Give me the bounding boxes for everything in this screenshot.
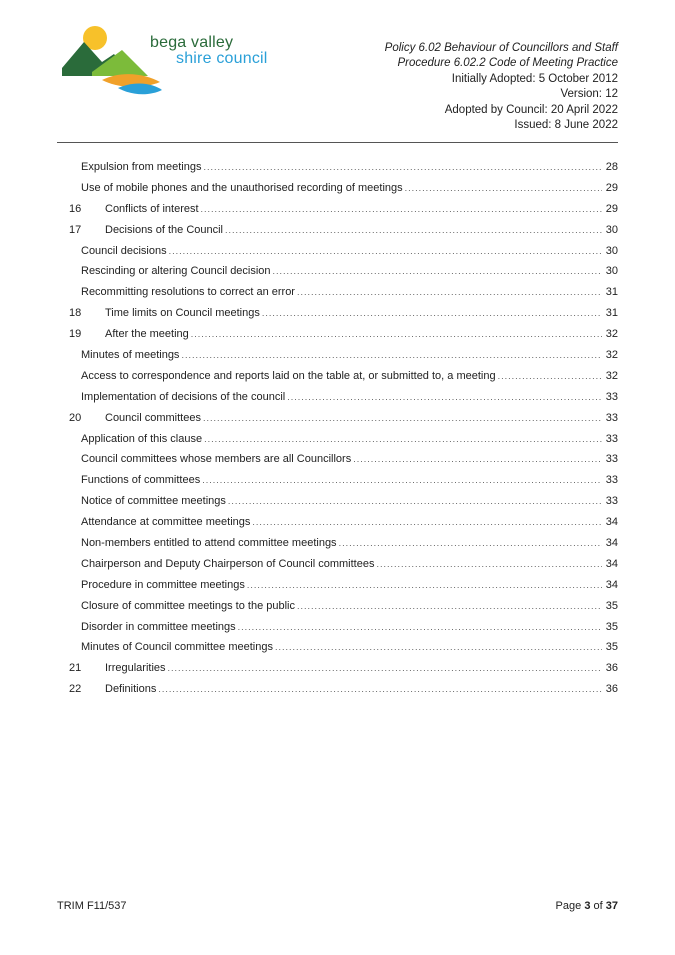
adopted-by-council: Adopted by Council: 20 April 2022 xyxy=(444,103,618,116)
toc-entry-title: Access to correspondence and reports laid on the table at, or submitted to, a meeting xyxy=(81,369,496,382)
toc-leader-dots xyxy=(202,475,602,485)
toc-entry-title: Rescinding or altering Council decision xyxy=(81,265,271,278)
toc-leader-dots xyxy=(262,308,602,318)
toc-leader-dots xyxy=(297,601,602,611)
toc-leader-dots xyxy=(228,496,602,506)
toc-leader-dots xyxy=(169,246,602,256)
version: Version: 12 xyxy=(560,88,618,101)
toc-leader-dots xyxy=(498,371,602,381)
toc-entry-page: 29 xyxy=(605,181,618,194)
toc-entry-page: 35 xyxy=(605,620,618,633)
toc-leader-dots xyxy=(203,413,602,423)
toc-entry-number: 18 xyxy=(69,307,82,320)
toc-entry-page: 36 xyxy=(605,662,618,675)
toc-entry-title: Council committees whose members are all Councillors xyxy=(81,453,352,466)
toc-entry-title: Expulsion from meetings xyxy=(81,161,202,173)
toc-entry[interactable] xyxy=(57,349,618,370)
toc-entry-page: 28 xyxy=(605,161,618,173)
toc-entry[interactable] xyxy=(57,683,618,704)
toc-entry[interactable] xyxy=(57,621,618,642)
toc-leader-dots xyxy=(191,329,602,339)
toc-entry-title: Minutes of meetings xyxy=(81,349,180,362)
toc-entry-title: Application of this clause xyxy=(81,432,203,445)
toc-leader-dots xyxy=(275,642,602,652)
toc-entry-page: 30 xyxy=(605,223,618,236)
toc-entry[interactable] xyxy=(57,662,618,683)
toc-entry[interactable] xyxy=(57,558,618,579)
toc-entry-title: Chairperson and Deputy Chairperson of Council committees xyxy=(81,557,375,570)
page-number xyxy=(556,900,618,912)
council-logo xyxy=(62,24,282,98)
toc-entry[interactable] xyxy=(57,307,618,328)
toc-entry-page: 33 xyxy=(605,390,618,403)
toc-entry[interactable] xyxy=(57,641,618,662)
toc-entry-page: 34 xyxy=(605,516,618,529)
toc-entry[interactable] xyxy=(57,182,618,203)
toc-entry[interactable] xyxy=(57,265,618,286)
toc-entry-page: 31 xyxy=(605,307,618,320)
policy-title: Policy 6.02 Behaviour of Councillors and Staff xyxy=(384,42,618,54)
header-divider xyxy=(57,142,618,143)
toc-leader-dots xyxy=(203,162,602,172)
page-total: 37 xyxy=(605,900,618,912)
toc-entry-title: Irregularities xyxy=(105,662,166,675)
toc-entry[interactable] xyxy=(57,412,618,433)
toc-leader-dots xyxy=(287,392,602,402)
toc-entry-page: 30 xyxy=(605,265,618,278)
page-word: Page xyxy=(555,900,582,912)
toc-entry-title: Implementation of decisions of the council xyxy=(81,390,286,403)
toc-leader-dots xyxy=(238,622,602,632)
toc-entry-page: 34 xyxy=(605,557,618,570)
toc-entry-page: 33 xyxy=(605,474,618,487)
toc-leader-dots xyxy=(273,266,602,276)
toc-entry-page: 36 xyxy=(605,683,618,696)
toc-leader-dots xyxy=(181,350,602,360)
toc-entry[interactable] xyxy=(57,224,618,245)
table-of-contents xyxy=(57,161,618,704)
toc-entry-title: Procedure in committee meetings xyxy=(81,578,245,591)
toc-entry[interactable] xyxy=(57,495,618,516)
document-header xyxy=(385,41,618,133)
toc-leader-dots xyxy=(405,183,602,193)
toc-entry-title: Attendance at committee meetings xyxy=(81,516,251,529)
toc-entry-page: 35 xyxy=(605,641,618,654)
toc-entry-page: 30 xyxy=(605,244,618,257)
toc-entry-title: Council decisions xyxy=(81,244,167,257)
toc-entry-title: Closure of committee meetings to the public xyxy=(81,599,295,612)
toc-entry-title: Recommitting resolutions to correct an error xyxy=(81,286,295,299)
toc-leader-dots xyxy=(376,559,602,569)
landscape-logo-icon xyxy=(62,24,162,98)
toc-entry-page: 33 xyxy=(605,411,618,424)
toc-leader-dots xyxy=(225,225,602,235)
toc-entry[interactable] xyxy=(57,537,618,558)
toc-entry-number: 16 xyxy=(69,202,82,215)
toc-leader-dots xyxy=(353,454,602,464)
toc-entry-number: 20 xyxy=(69,411,82,424)
toc-entry[interactable] xyxy=(57,328,618,349)
toc-entry-page: 32 xyxy=(605,369,618,382)
toc-leader-dots xyxy=(168,663,602,673)
toc-leader-dots xyxy=(297,287,602,297)
toc-entry-page: 34 xyxy=(605,578,618,591)
page-of: of xyxy=(593,900,603,912)
toc-entry[interactable] xyxy=(57,474,618,495)
toc-entry-page: 32 xyxy=(605,349,618,362)
toc-leader-dots xyxy=(252,517,602,527)
toc-leader-dots xyxy=(204,434,602,444)
toc-entry[interactable] xyxy=(57,370,618,391)
toc-leader-dots xyxy=(339,538,602,548)
toc-entry-title: Decisions of the Council xyxy=(105,223,224,236)
toc-leader-dots xyxy=(201,204,602,214)
toc-entry-number: 22 xyxy=(69,683,82,696)
toc-entry-page: 29 xyxy=(605,202,618,215)
toc-entry[interactable] xyxy=(57,433,618,454)
toc-entry-title: Functions of committees xyxy=(81,474,201,487)
toc-entry-page: 31 xyxy=(605,286,618,299)
logo-text-line1: bega valley xyxy=(150,34,234,51)
toc-entry[interactable] xyxy=(57,161,618,182)
procedure-title: Procedure 6.02.2 Code of Meeting Practice xyxy=(397,57,618,70)
toc-entry[interactable] xyxy=(57,245,618,266)
toc-entry-title: After the meeting xyxy=(105,328,189,341)
toc-entry[interactable] xyxy=(57,453,618,474)
toc-entry-title: Use of mobile phones and the unauthorised recording of meetings xyxy=(81,181,403,194)
toc-entry[interactable] xyxy=(57,516,618,537)
trim-reference: TRIM F11/537 xyxy=(57,900,127,912)
toc-entry[interactable] xyxy=(57,579,618,600)
toc-entry-title: Non-members entitled to attend committee meetings xyxy=(81,537,337,550)
toc-entry[interactable] xyxy=(57,600,618,621)
toc-entry-page: 35 xyxy=(605,599,618,612)
toc-entry-page: 33 xyxy=(605,495,618,508)
toc-entry-title: Disorder in committee meetings xyxy=(81,620,236,633)
toc-entry[interactable] xyxy=(57,286,618,307)
toc-entry-title: Council committees xyxy=(105,411,201,424)
toc-entry-title: Notice of committee meetings xyxy=(81,495,226,508)
toc-entry[interactable] xyxy=(57,391,618,412)
issued-date: Issued: 8 June 2022 xyxy=(514,119,618,132)
toc-entry-number: 19 xyxy=(69,328,82,341)
toc-entry-page: 34 xyxy=(605,537,618,550)
toc-entry-title: Definitions xyxy=(105,683,157,696)
toc-entry-title: Time limits on Council meetings xyxy=(105,307,260,320)
toc-leader-dots xyxy=(247,580,602,590)
toc-entry[interactable] xyxy=(57,203,618,224)
toc-entry-title: Minutes of Council committee meetings xyxy=(81,641,273,654)
toc-entry-page: 33 xyxy=(605,432,618,445)
toc-entry-page: 33 xyxy=(605,453,618,466)
toc-entry-number: 17 xyxy=(69,223,82,236)
initially-adopted: Initially Adopted: 5 October 2012 xyxy=(451,72,618,85)
toc-leader-dots xyxy=(158,684,602,694)
toc-entry-page: 32 xyxy=(605,328,618,341)
toc-entry-number: 21 xyxy=(69,662,82,675)
logo-text-line2: shire council xyxy=(176,50,268,67)
page-current: 3 xyxy=(584,900,591,912)
toc-entry-title: Conflicts of interest xyxy=(105,202,199,215)
